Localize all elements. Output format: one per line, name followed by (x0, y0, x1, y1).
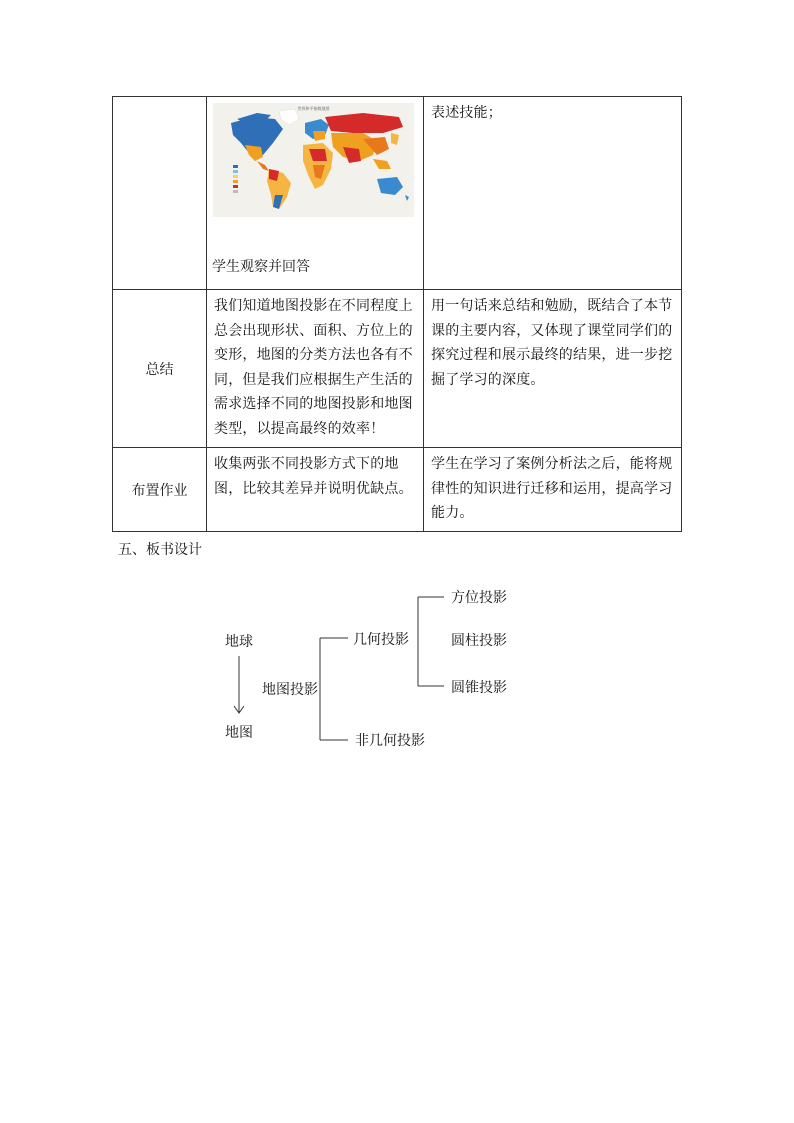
board-map-projection: 地图投影 (262, 682, 318, 698)
purpose-text: 学生在学习了案例分析法之后，能将规律性的知识进行迁移和运用，提高学习能力。 (431, 456, 673, 521)
activity-text: 我们知道地图投影在不同程度上总会出现形状、面积、方位上的变形，地图的分类方法也各有不同，但是我们应根据生产生活的需求选择不同的地图投影和地图类型，以提高最终的效率！ (214, 298, 413, 437)
board-geometric-projection: 几何投影 (353, 632, 409, 648)
cell-stage-summary: 总结 (113, 290, 207, 448)
board-cylindrical-projection: 圆柱投影 (451, 633, 507, 649)
board-azimuthal-projection: 方位投影 (451, 590, 507, 606)
activity-text: 收集两张不同投影方式下的地图，比较其差异并说明优缺点。 (214, 456, 413, 497)
board-non-geometric-projection: 非几何投影 (355, 733, 425, 749)
section-title: 五、板书设计 (118, 542, 202, 558)
purpose-text: 表述技能； (431, 105, 502, 121)
student-answer-text: 学生观察并回答 (212, 259, 310, 275)
board-earth: 地球 (225, 634, 253, 650)
cell-stage-homework: 布置作业 (113, 448, 207, 532)
purpose-text: 用一句话来总结和勉励，既结合了本节课的主要内容，又体现了课堂同学们的探究过程和展示最终的结果，进一步挖掘了学习的深度。 (431, 298, 673, 388)
map-title: 世界和平指数地图 (297, 106, 330, 111)
board-map: 地图 (225, 725, 253, 741)
board-conic-projection: 圆锥投影 (451, 680, 507, 696)
